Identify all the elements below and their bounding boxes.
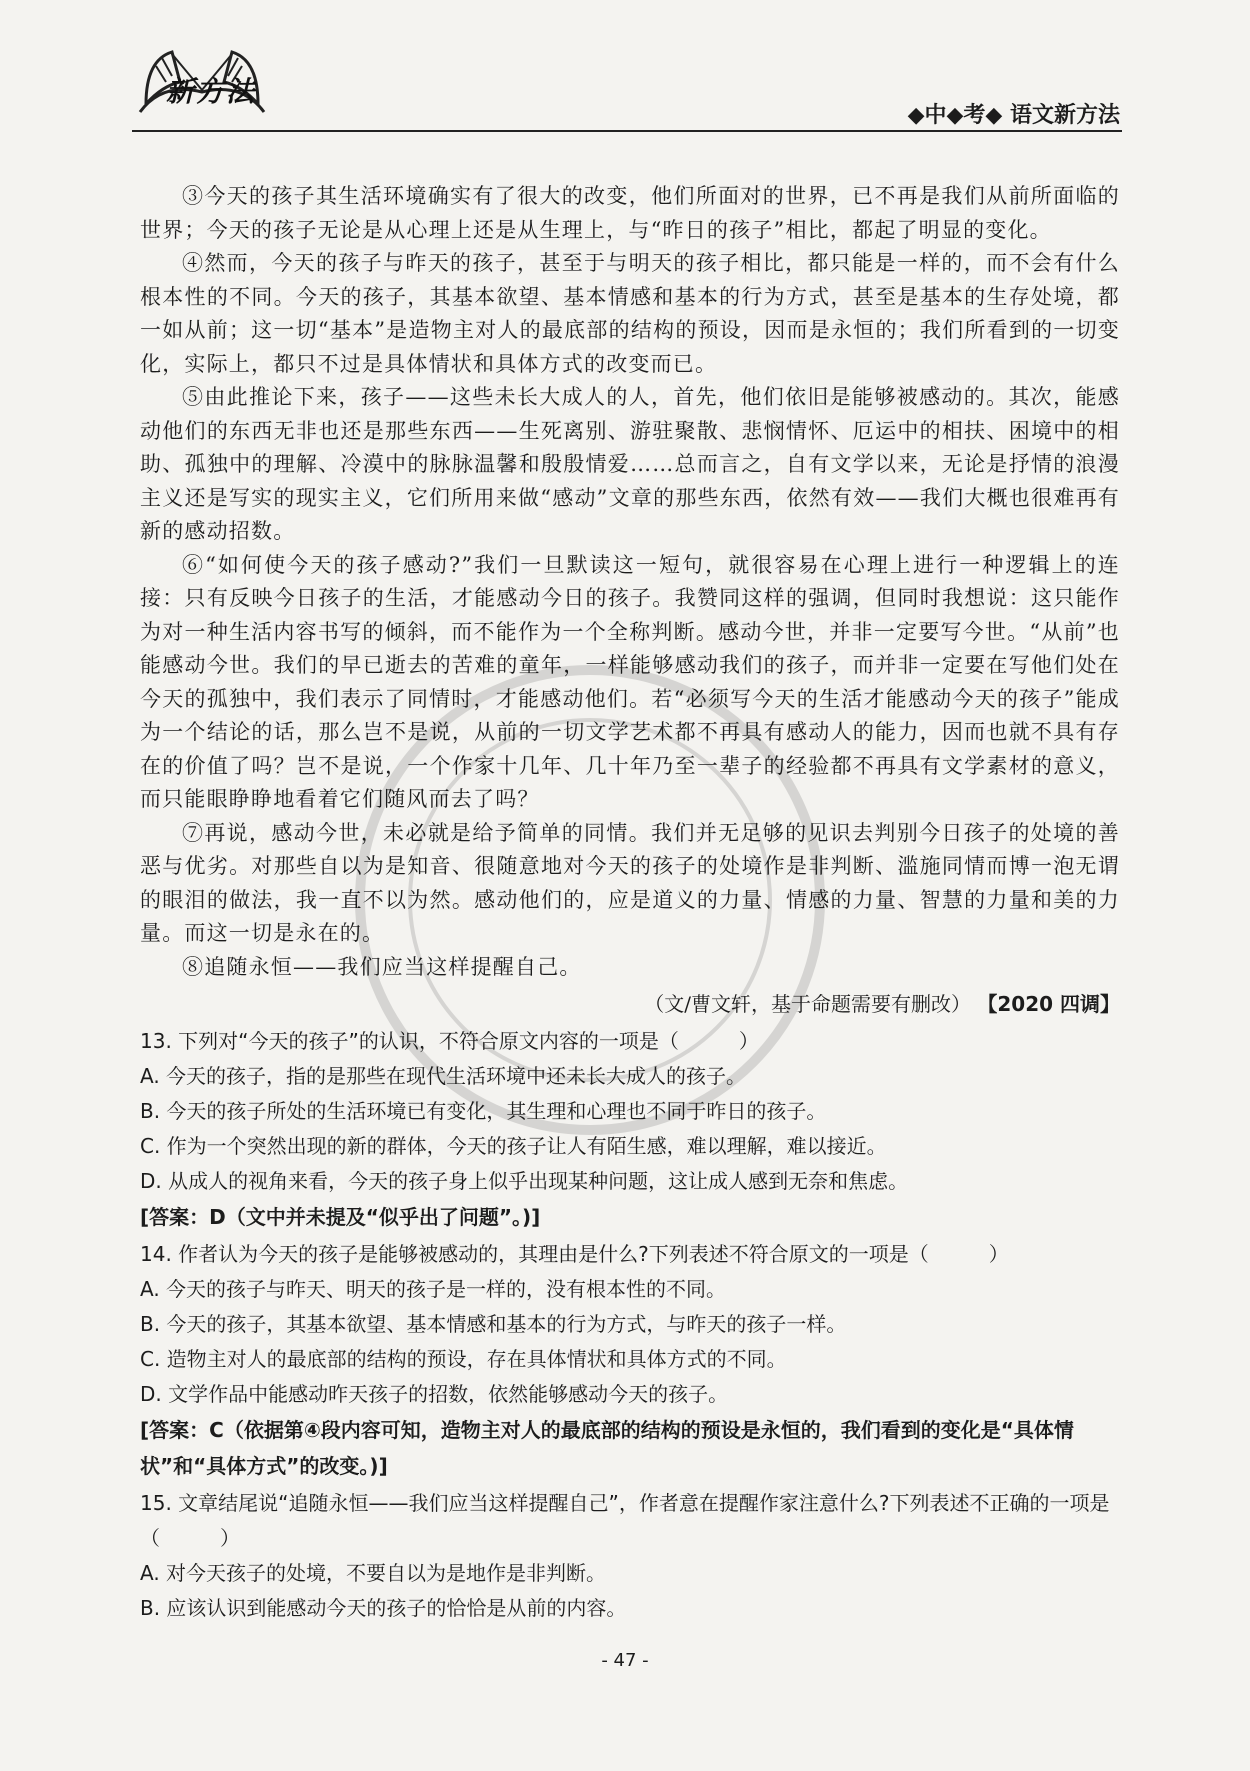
- option-c: C. 作为一个突然出现的新的群体，今天的孩子让人有陌生感，难以理解，难以接近。: [140, 1134, 887, 1158]
- book-logo: [132, 42, 272, 126]
- paragraph-5: ⑤由此推论下来，孩子——这些未长大成人的人，首先，他们依旧是能够被感动的。其次，能感动他们的东西无非也还是那些东西——生死离别、游驻聚散、悲悯情怀、厄运中的相扶、困境中的相助、孤独中的理解、冷漠中的脉脉温馨和殷殷情爱……总而言之，自有文学以来，无论是抒情的浪漫主义还是写实的现实主义，它们所用来做“感动”文章的那些东西，依然有效——我们大概也很难再有新的感动招数。: [140, 385, 1120, 543]
- question-14: [140, 1237, 1120, 1484]
- source-line: [140, 986, 1120, 1022]
- paragraph-4: ④然而，今天的孩子与昨天的孩子，甚至于与明天的孩子相比，都只能是一样的，而不会有什么根本性的不同。今天的孩子，其基本欲望、基本情感和基本的行为方式，甚至是基本的生存处境，都一如从前；这一切“基本”是造物主对人的最底部的结构的预设，因而是永恒的；我们所看到的一切变化，实际上，都只不过是具体情状和具体方式的改变而已。: [140, 251, 1120, 376]
- page-number: - 47 -: [601, 1650, 649, 1671]
- answer-note: [答案：C（依据第④段内容可知，造物主对人的最底部的结构的预设是永恒的，我们看到的变化是“具体情状”和“具体方式”的改变。)]: [140, 1418, 1074, 1478]
- passage: [140, 180, 1120, 1022]
- paragraph-7: ⑦再说，感动今世，未必就是给予简单的同情。我们并无足够的见识去判别今日孩子的处境的善恶与优劣。对那些自以为是知音、很随意地对今天的孩子的处境作是非判断、滥施同情而博一泡无谓的眼泪的做法，我一直不以为然。感动他们的，应是道义的力量、情感的力量、智慧的力量和美的力量。而这一切是永在的。: [140, 820, 1120, 945]
- exam-tag: 【2020 四调】: [977, 992, 1120, 1016]
- question-stem: 15. 文章结尾说“追随永恒——我们应当这样提醒自己”，作者意在提醒作家注意什么?下列表述不正确的一项是（ ）: [140, 1491, 1110, 1550]
- source-citation: （文/曹文轩，基于命题需要有删改）: [644, 992, 971, 1016]
- option-b: B. 应该认识到能感动今天的孩子的恰恰是从前的内容。: [140, 1596, 627, 1620]
- question-stem: 13. 下列对“今天的孩子”的认识，不符合原文内容的一项是（ ）: [140, 1029, 759, 1053]
- paragraph-6: ⑥“如何使今天的孩子感动?”我们一旦默读这一短句，就很容易在心理上进行一种逻辑上的连接：只有反映今日孩子的生活，才能感动今日的孩子。我赞同这样的强调，但同时我想说：这只能作为对一种生活内容书写的倾斜，而不能作为一个全称判断。感动今世，并非一定要写今世。“从前”也能感动今世。我们的早已逝去的苦难的童年，一样能够感动我们的孩子，而并非一定要在写他们处在今天的孤独中，我们表示了同情时，才能感动他们。若“必须写今天的生活才能感动今天的孩子”能成为一个结论的话，那么岂不是说，从前的一切文学艺术都不再具有感动人的能力，因而也就不具有存在的价值了吗？岂不是说，一个作家十几年、几十年乃至一辈子的经验都不再具有文学素材的意义，而只能眼睁睁地看着它们随风而去了吗？: [140, 552, 1120, 811]
- option-a: A. 今天的孩子，指的是那些在现代生活环境中还未长大成人的孩子。: [140, 1064, 747, 1088]
- option-a: A. 对今天孩子的处境，不要自以为是地作是非判断。: [140, 1561, 607, 1585]
- main-content: [140, 180, 1120, 1626]
- question-13: [140, 1024, 1120, 1235]
- paragraph-3: ③今天的孩子其生活环境确实有了很大的改变，他们所面对的世界，已不再是我们从前所面临的世界；今天的孩子无论是从心理上还是从生理上，与“昨日的孩子”相比，都起了明显的变化。: [140, 184, 1120, 242]
- option-d: D. 从成人的视角来看，今天的孩子身上似乎出现某种问题，这让成人感到无奈和焦虑。: [140, 1169, 909, 1193]
- series-title: ◆中◆考◆ 语文新方法: [907, 103, 1120, 128]
- option-a: A. 今天的孩子与昨天、明天的孩子是一样的，没有根本性的不同。: [140, 1277, 727, 1301]
- question-stem: 14. 作者认为今天的孩子是能够被感动的，其理由是什么?下列表述不符合原文的一项是（ ）: [140, 1242, 1009, 1266]
- header-divider: [132, 130, 1122, 132]
- logo-text: 新方法: [166, 75, 257, 108]
- question-15: [140, 1486, 1120, 1626]
- option-c: C. 造物主对人的最底部的结构的预设，存在具体情状和具体方式的不同。: [140, 1347, 787, 1371]
- option-d: D. 文学作品中能感动昨天孩子的招数，依然能够感动今天的孩子。: [140, 1382, 729, 1406]
- answer-note: [答案：D（文中并未提及“似乎出了问题”。)]: [140, 1205, 541, 1229]
- option-b: B. 今天的孩子所处的生活环境已有变化，其生理和心理也不同于昨日的孩子。: [140, 1099, 827, 1123]
- paragraph-8: ⑧追随永恒——我们应当这样提醒自己。: [182, 954, 582, 979]
- option-b: B. 今天的孩子，其基本欲望、基本情感和基本的行为方式，与昨天的孩子一样。: [140, 1312, 847, 1336]
